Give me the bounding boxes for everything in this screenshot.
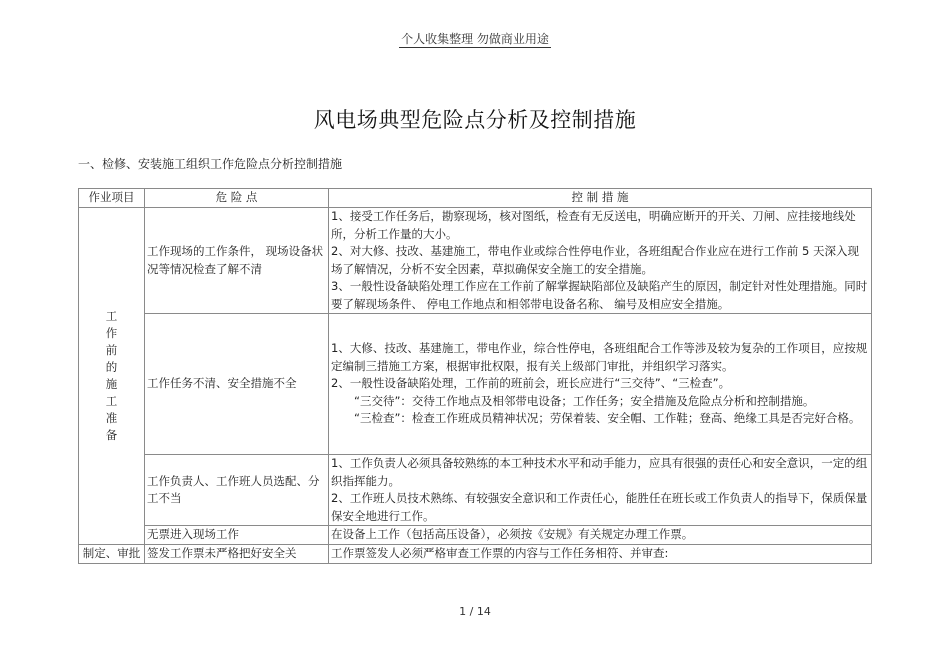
section-heading: 一、检修、安装施工组织工作危险点分析控制措施 — [78, 157, 343, 171]
col-header-control: 控 制 措 施 — [329, 189, 872, 208]
table-row — [79, 455, 872, 526]
hazard-cell: 无票进入现场工作 — [145, 526, 329, 545]
table-row — [79, 314, 872, 455]
control-cell — [329, 545, 872, 564]
col-header-hazard: 危 险 点 — [145, 189, 329, 208]
control-item: “三检查”：检查工作班成员精神状况；劳保着装、安全帽、工作鞋；登高、绝缘工具是否完好合格。 — [354, 411, 861, 426]
col-header-task: 作业项目 — [79, 189, 145, 208]
document-title: 风电场典型危险点分析及控制措施 — [313, 108, 637, 132]
category-cell — [79, 208, 145, 545]
control-cell — [329, 208, 872, 314]
control-item: 工作票签发人必须严格审查工作票的内容与工作任务相符、并审查: — [331, 546, 669, 561]
control-item: 1、接受工作任务后，勘察现场，核对图纸，检查有无反送电，明确应断开的开关、刀闸、应挂接地线处所，分析工作量的大小。 — [331, 209, 856, 241]
control-item: 1、工作负责人必须具备较熟练的本工种技术水平和动手能力，应具有很强的责任心和安全意识，一定的组织指挥能力。 — [331, 456, 868, 488]
table-row — [79, 208, 872, 314]
control-item: 2、一般性设备缺陷处理，工作前的班前会，班长应进行“三交待”、“三检查”。 — [331, 376, 731, 391]
control-cell — [329, 314, 872, 455]
hazard-cell: 工作现场的工作条件， 现场设备状况等情况检查了解不清 — [145, 208, 329, 314]
control-item: 2、工作班人员技术熟练、有较强安全意识和工作责任心，能胜任在班长或工作负责人的指导下，保质保量保安全地进行工作。 — [331, 491, 868, 523]
hazard-cell: 签发工作票未严格把好安全关 — [145, 545, 329, 564]
table-row — [79, 545, 872, 564]
control-cell — [329, 455, 872, 526]
control-item: 2、对大修、技改、基建施工，带电作业或综合性停电作业，各班组配合作业应在进行工作前 5 天深入现场了解情况，分析不安全因素，草拟确保安全施工的安全措施。 — [331, 244, 859, 276]
hazard-cell: 工作负责人、工作班人员选配、分工不当 — [145, 455, 329, 526]
hazard-control-table — [78, 188, 872, 564]
control-item: 3、一般性设备缺陷处理工作应在工作前了解掌握缺陷部位及缺陷产生的原因，制定针对性处理措施。同时要了解现场条件、 停电工作地点和相邻带电设备名称、 编号及相应安全措施。 — [331, 279, 868, 311]
control-item: 1、大修、技改、基建施工，带电作业，综合性停电，各班组配合工作等涉及较为复杂的工作项目，应按规定编制三措施工方案，根据审批权限，报有关上级部门审批，并组织学习落实。 — [331, 341, 868, 373]
control-item: “三交待”：交待工作地点及相邻带电设备；工作任务；安全措施及危险点分析和控制措施。 — [354, 393, 815, 408]
table-header-row — [79, 189, 872, 208]
control-item: 在设备上工作（包括高压设备），必须按《安规》有关规定办理工作票。 — [331, 527, 694, 542]
page-header — [0, 30, 950, 47]
header-watermark: 个人收集整理 勿做商业用途 — [401, 32, 549, 46]
page-number: 1 / 14 — [459, 605, 491, 618]
category-label: 工作前的施工准备 — [105, 308, 118, 442]
hazard-cell: 工作任务不清、安全措施不全 — [145, 314, 329, 455]
control-cell — [329, 526, 872, 545]
category-cell: 制定、审批 — [79, 545, 145, 564]
table-row — [79, 526, 872, 545]
